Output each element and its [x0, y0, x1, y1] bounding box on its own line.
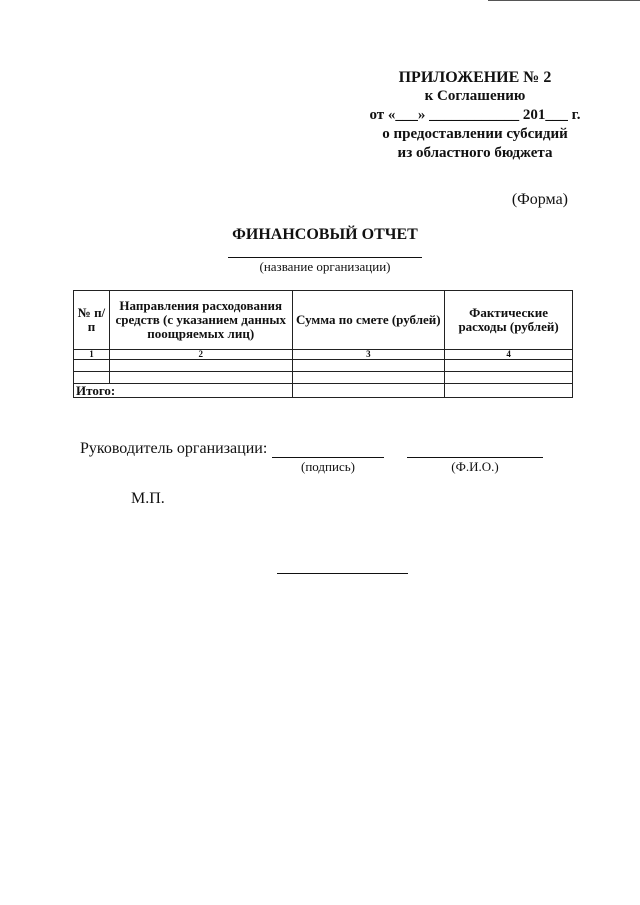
header-directions: Направления расходования средств (с указанием данных поощряемых лиц) — [109, 291, 292, 350]
signature-caption: (подпись) — [301, 459, 355, 474]
agreement-date-line: от «___» ____________ 201___ г. — [369, 107, 581, 123]
total-estimate-cell[interactable] — [292, 384, 445, 398]
column-number-row — [74, 350, 573, 360]
table-cell[interactable] — [292, 372, 445, 384]
top-edge-line — [488, 0, 640, 1]
total-row — [74, 384, 573, 398]
full-name-caption: (Ф.И.О.) — [451, 459, 499, 474]
table-cell[interactable] — [109, 360, 292, 372]
report-title: ФИНАНСОВЫЙ ОТЧЕТ — [232, 226, 418, 243]
total-label: Итого: — [74, 384, 293, 398]
table-cell[interactable] — [109, 372, 292, 384]
org-name-caption: (название организации) — [259, 259, 391, 274]
appendix-header — [330, 68, 620, 163]
header-estimate-sum: Сумма по смете (рублей) — [292, 291, 445, 350]
column-number: 4 — [445, 350, 573, 360]
full-name-field[interactable] — [407, 457, 543, 458]
table-cell[interactable] — [74, 360, 110, 372]
bottom-separator-line — [277, 573, 408, 574]
appendix-title: ПРИЛОЖЕНИЕ № 2 — [398, 69, 552, 86]
subsidy-subject-line-2: из областного бюджета — [397, 145, 553, 161]
org-name-field[interactable] — [228, 257, 422, 258]
financial-report-table — [73, 290, 573, 398]
head-of-organization-label: Руководитель организации: — [80, 440, 268, 457]
form-label: (Форма) — [511, 191, 568, 208]
table-header-row — [74, 291, 573, 350]
stamp-place-label: М.П. — [131, 490, 165, 507]
signature-field[interactable] — [272, 457, 384, 458]
column-number: 3 — [292, 350, 445, 360]
table-row — [74, 360, 573, 372]
total-actual-cell[interactable] — [445, 384, 573, 398]
column-number: 1 — [74, 350, 110, 360]
table-cell[interactable] — [292, 360, 445, 372]
table-cell[interactable] — [445, 360, 573, 372]
header-actual-expenses: Фактические расходы (рублей) — [445, 291, 573, 350]
column-number: 2 — [109, 350, 292, 360]
subsidy-subject-line-1: о предоставлении субсидий — [382, 126, 568, 142]
table-row — [74, 372, 573, 384]
agreement-reference: к Соглашению — [424, 88, 526, 104]
table-cell[interactable] — [445, 372, 573, 384]
header-number: № п/п — [74, 291, 110, 350]
table-cell[interactable] — [74, 372, 110, 384]
